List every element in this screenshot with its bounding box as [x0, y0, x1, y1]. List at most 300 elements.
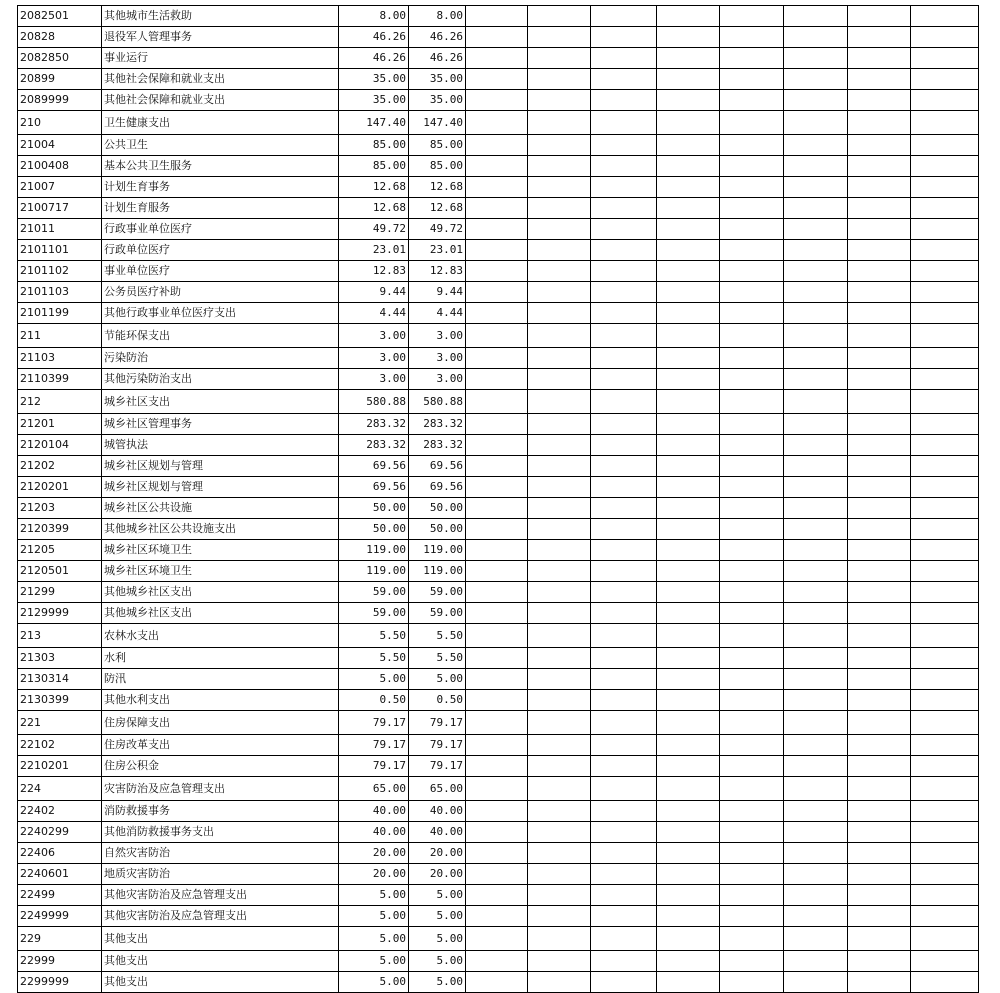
amount-basic-cell: 3.00	[409, 348, 466, 369]
amount-basic-cell: 40.00	[409, 801, 466, 822]
empty-cell	[911, 756, 979, 777]
amount-basic-cell: 0.50	[409, 690, 466, 711]
empty-cell	[466, 927, 528, 951]
name-cell: 住房保障支出	[102, 711, 339, 735]
amount-total-cell: 12.68	[339, 177, 409, 198]
empty-cell	[528, 261, 591, 282]
empty-cell	[784, 48, 848, 69]
empty-cell	[528, 519, 591, 540]
empty-cell	[466, 369, 528, 390]
empty-cell	[720, 369, 784, 390]
empty-cell	[657, 540, 720, 561]
code-cell: 224	[18, 777, 102, 801]
empty-cell	[466, 864, 528, 885]
empty-cell	[466, 303, 528, 324]
table-row	[18, 885, 979, 906]
empty-cell	[848, 156, 911, 177]
empty-cell	[657, 498, 720, 519]
empty-cell	[591, 843, 657, 864]
empty-cell	[784, 951, 848, 972]
amount-basic-cell: 580.88	[409, 390, 466, 414]
empty-cell	[466, 477, 528, 498]
empty-cell	[528, 369, 591, 390]
table-row	[18, 324, 979, 348]
empty-cell	[848, 756, 911, 777]
empty-cell	[911, 27, 979, 48]
code-cell: 2249999	[18, 906, 102, 927]
empty-cell	[591, 435, 657, 456]
empty-cell	[911, 135, 979, 156]
empty-cell	[720, 864, 784, 885]
code-cell: 2100408	[18, 156, 102, 177]
empty-cell	[911, 6, 979, 27]
empty-cell	[528, 885, 591, 906]
code-cell: 2120201	[18, 477, 102, 498]
amount-total-cell: 5.00	[339, 906, 409, 927]
empty-cell	[528, 582, 591, 603]
empty-cell	[591, 951, 657, 972]
empty-cell	[784, 456, 848, 477]
amount-total-cell: 3.00	[339, 369, 409, 390]
table-row	[18, 156, 979, 177]
empty-cell	[720, 390, 784, 414]
empty-cell	[657, 561, 720, 582]
code-cell: 22406	[18, 843, 102, 864]
amount-basic-cell: 283.32	[409, 414, 466, 435]
empty-cell	[720, 927, 784, 951]
empty-cell	[528, 561, 591, 582]
empty-cell	[720, 624, 784, 648]
empty-cell	[657, 801, 720, 822]
empty-cell	[848, 435, 911, 456]
empty-cell	[466, 735, 528, 756]
name-cell: 城乡社区公共设施	[102, 498, 339, 519]
empty-cell	[848, 177, 911, 198]
table-row	[18, 27, 979, 48]
amount-total-cell: 283.32	[339, 435, 409, 456]
amount-basic-cell: 46.26	[409, 27, 466, 48]
empty-cell	[848, 669, 911, 690]
empty-cell	[466, 690, 528, 711]
empty-cell	[848, 6, 911, 27]
empty-cell	[784, 498, 848, 519]
empty-cell	[528, 324, 591, 348]
empty-cell	[720, 756, 784, 777]
empty-cell	[591, 624, 657, 648]
table-row	[18, 90, 979, 111]
amount-total-cell: 35.00	[339, 69, 409, 90]
name-cell: 城乡社区环境卫生	[102, 540, 339, 561]
empty-cell	[848, 777, 911, 801]
empty-cell	[848, 690, 911, 711]
amount-total-cell: 580.88	[339, 390, 409, 414]
empty-cell	[784, 390, 848, 414]
empty-cell	[784, 711, 848, 735]
empty-cell	[591, 135, 657, 156]
empty-cell	[528, 669, 591, 690]
name-cell: 基本公共卫生服务	[102, 156, 339, 177]
empty-cell	[784, 822, 848, 843]
empty-cell	[911, 303, 979, 324]
empty-cell	[784, 219, 848, 240]
empty-cell	[911, 261, 979, 282]
amount-total-cell: 40.00	[339, 822, 409, 843]
empty-cell	[911, 561, 979, 582]
empty-cell	[528, 219, 591, 240]
table-row	[18, 561, 979, 582]
empty-cell	[591, 477, 657, 498]
empty-cell	[911, 369, 979, 390]
empty-cell	[466, 822, 528, 843]
empty-cell	[848, 111, 911, 135]
empty-cell	[784, 864, 848, 885]
table-row	[18, 135, 979, 156]
empty-cell	[911, 435, 979, 456]
empty-cell	[466, 561, 528, 582]
name-cell: 其他支出	[102, 927, 339, 951]
amount-total-cell: 119.00	[339, 561, 409, 582]
amount-total-cell: 50.00	[339, 498, 409, 519]
empty-cell	[784, 90, 848, 111]
empty-cell	[466, 711, 528, 735]
empty-cell	[911, 669, 979, 690]
empty-cell	[784, 414, 848, 435]
table-row	[18, 864, 979, 885]
empty-cell	[657, 324, 720, 348]
empty-cell	[784, 303, 848, 324]
empty-cell	[848, 324, 911, 348]
empty-cell	[911, 801, 979, 822]
empty-cell	[911, 822, 979, 843]
empty-cell	[591, 822, 657, 843]
empty-cell	[657, 477, 720, 498]
empty-cell	[657, 435, 720, 456]
amount-basic-cell: 12.68	[409, 177, 466, 198]
empty-cell	[591, 864, 657, 885]
empty-cell	[848, 27, 911, 48]
code-cell: 221	[18, 711, 102, 735]
empty-cell	[848, 390, 911, 414]
empty-cell	[466, 885, 528, 906]
amount-basic-cell: 79.17	[409, 756, 466, 777]
empty-cell	[528, 156, 591, 177]
empty-cell	[657, 756, 720, 777]
empty-cell	[720, 972, 784, 993]
code-cell: 210	[18, 111, 102, 135]
empty-cell	[720, 6, 784, 27]
empty-cell	[591, 777, 657, 801]
empty-cell	[720, 582, 784, 603]
empty-cell	[720, 951, 784, 972]
table-row	[18, 519, 979, 540]
empty-cell	[848, 822, 911, 843]
empty-cell	[911, 777, 979, 801]
empty-cell	[657, 348, 720, 369]
table-row	[18, 648, 979, 669]
table-row	[18, 282, 979, 303]
empty-cell	[720, 561, 784, 582]
amount-total-cell: 12.83	[339, 261, 409, 282]
amount-total-cell: 79.17	[339, 756, 409, 777]
amount-basic-cell: 23.01	[409, 240, 466, 261]
amount-total-cell: 85.00	[339, 156, 409, 177]
empty-cell	[591, 303, 657, 324]
code-cell: 2082501	[18, 6, 102, 27]
name-cell: 城乡社区环境卫生	[102, 561, 339, 582]
code-cell: 2120399	[18, 519, 102, 540]
code-cell: 2130314	[18, 669, 102, 690]
empty-cell	[591, 69, 657, 90]
empty-cell	[528, 777, 591, 801]
code-cell: 21202	[18, 456, 102, 477]
name-cell: 事业运行	[102, 48, 339, 69]
empty-cell	[466, 801, 528, 822]
amount-total-cell: 59.00	[339, 603, 409, 624]
empty-cell	[528, 864, 591, 885]
empty-cell	[784, 435, 848, 456]
empty-cell	[591, 27, 657, 48]
amount-total-cell: 5.00	[339, 885, 409, 906]
empty-cell	[784, 801, 848, 822]
empty-cell	[784, 69, 848, 90]
empty-cell	[657, 69, 720, 90]
amount-basic-cell: 5.00	[409, 885, 466, 906]
name-cell: 事业单位医疗	[102, 261, 339, 282]
empty-cell	[657, 282, 720, 303]
amount-basic-cell: 8.00	[409, 6, 466, 27]
empty-cell	[528, 282, 591, 303]
code-cell: 2082850	[18, 48, 102, 69]
table-row	[18, 690, 979, 711]
amount-total-cell: 59.00	[339, 582, 409, 603]
name-cell: 地质灾害防治	[102, 864, 339, 885]
empty-cell	[528, 303, 591, 324]
empty-cell	[466, 756, 528, 777]
empty-cell	[848, 48, 911, 69]
empty-cell	[911, 390, 979, 414]
code-cell: 22499	[18, 885, 102, 906]
empty-cell	[720, 324, 784, 348]
name-cell: 行政单位医疗	[102, 240, 339, 261]
empty-cell	[591, 177, 657, 198]
code-cell: 2101103	[18, 282, 102, 303]
empty-cell	[848, 135, 911, 156]
empty-cell	[911, 48, 979, 69]
empty-cell	[591, 519, 657, 540]
empty-cell	[784, 756, 848, 777]
amount-basic-cell: 20.00	[409, 864, 466, 885]
empty-cell	[720, 603, 784, 624]
empty-cell	[720, 198, 784, 219]
code-cell: 2129999	[18, 603, 102, 624]
empty-cell	[720, 48, 784, 69]
empty-cell	[466, 972, 528, 993]
empty-cell	[720, 90, 784, 111]
amount-total-cell: 4.44	[339, 303, 409, 324]
empty-cell	[784, 927, 848, 951]
empty-cell	[784, 324, 848, 348]
empty-cell	[528, 624, 591, 648]
empty-cell	[784, 369, 848, 390]
empty-cell	[848, 711, 911, 735]
empty-cell	[466, 843, 528, 864]
amount-total-cell: 40.00	[339, 801, 409, 822]
empty-cell	[591, 456, 657, 477]
empty-cell	[720, 27, 784, 48]
empty-cell	[528, 540, 591, 561]
name-cell: 其他水利支出	[102, 690, 339, 711]
empty-cell	[466, 906, 528, 927]
empty-cell	[528, 690, 591, 711]
name-cell: 节能环保支出	[102, 324, 339, 348]
empty-cell	[911, 240, 979, 261]
empty-cell	[848, 90, 911, 111]
amount-basic-cell: 5.00	[409, 669, 466, 690]
table-row	[18, 843, 979, 864]
empty-cell	[591, 582, 657, 603]
code-cell: 2089999	[18, 90, 102, 111]
amount-total-cell: 35.00	[339, 90, 409, 111]
empty-cell	[657, 6, 720, 27]
empty-cell	[528, 972, 591, 993]
empty-cell	[466, 519, 528, 540]
amount-basic-cell: 5.00	[409, 906, 466, 927]
empty-cell	[528, 456, 591, 477]
empty-cell	[657, 906, 720, 927]
empty-cell	[848, 219, 911, 240]
empty-cell	[591, 603, 657, 624]
empty-cell	[784, 648, 848, 669]
empty-cell	[591, 324, 657, 348]
name-cell: 其他社会保障和就业支出	[102, 69, 339, 90]
table-row	[18, 198, 979, 219]
empty-cell	[848, 951, 911, 972]
empty-cell	[657, 690, 720, 711]
name-cell: 其他支出	[102, 972, 339, 993]
empty-cell	[720, 822, 784, 843]
empty-cell	[466, 456, 528, 477]
empty-cell	[784, 198, 848, 219]
amount-basic-cell: 79.17	[409, 735, 466, 756]
amount-basic-cell: 85.00	[409, 135, 466, 156]
empty-cell	[591, 282, 657, 303]
empty-cell	[466, 435, 528, 456]
table-row	[18, 735, 979, 756]
amount-basic-cell: 5.50	[409, 624, 466, 648]
amount-total-cell: 12.68	[339, 198, 409, 219]
table-row	[18, 603, 979, 624]
empty-cell	[911, 69, 979, 90]
amount-basic-cell: 35.00	[409, 69, 466, 90]
empty-cell	[720, 303, 784, 324]
name-cell: 防汛	[102, 669, 339, 690]
empty-cell	[528, 240, 591, 261]
empty-cell	[911, 198, 979, 219]
empty-cell	[848, 540, 911, 561]
empty-cell	[784, 669, 848, 690]
empty-cell	[784, 777, 848, 801]
empty-cell	[657, 198, 720, 219]
empty-cell	[720, 519, 784, 540]
empty-cell	[591, 498, 657, 519]
empty-cell	[911, 885, 979, 906]
empty-cell	[591, 801, 657, 822]
empty-cell	[528, 177, 591, 198]
empty-cell	[528, 348, 591, 369]
empty-cell	[784, 27, 848, 48]
empty-cell	[911, 540, 979, 561]
empty-cell	[466, 48, 528, 69]
amount-total-cell: 79.17	[339, 711, 409, 735]
empty-cell	[466, 498, 528, 519]
empty-cell	[591, 669, 657, 690]
empty-cell	[528, 111, 591, 135]
empty-cell	[528, 735, 591, 756]
name-cell: 其他社会保障和就业支出	[102, 90, 339, 111]
empty-cell	[657, 261, 720, 282]
empty-cell	[466, 951, 528, 972]
empty-cell	[591, 690, 657, 711]
empty-cell	[591, 735, 657, 756]
name-cell: 其他消防救援事务支出	[102, 822, 339, 843]
empty-cell	[720, 111, 784, 135]
amount-basic-cell: 119.00	[409, 540, 466, 561]
name-cell: 农林水支出	[102, 624, 339, 648]
code-cell: 2110399	[18, 369, 102, 390]
table-row	[18, 219, 979, 240]
empty-cell	[657, 414, 720, 435]
code-cell: 2100717	[18, 198, 102, 219]
name-cell: 城乡社区支出	[102, 390, 339, 414]
empty-cell	[848, 906, 911, 927]
name-cell: 住房公积金	[102, 756, 339, 777]
table-row	[18, 303, 979, 324]
amount-basic-cell: 283.32	[409, 435, 466, 456]
empty-cell	[528, 435, 591, 456]
empty-cell	[720, 219, 784, 240]
code-cell: 2299999	[18, 972, 102, 993]
empty-cell	[657, 135, 720, 156]
empty-cell	[466, 240, 528, 261]
empty-cell	[784, 540, 848, 561]
name-cell: 计划生育服务	[102, 198, 339, 219]
amount-total-cell: 119.00	[339, 540, 409, 561]
empty-cell	[784, 177, 848, 198]
name-cell: 其他行政事业单位医疗支出	[102, 303, 339, 324]
name-cell: 其他支出	[102, 951, 339, 972]
empty-cell	[720, 540, 784, 561]
empty-cell	[657, 603, 720, 624]
table-row	[18, 777, 979, 801]
empty-cell	[848, 348, 911, 369]
empty-cell	[848, 198, 911, 219]
empty-cell	[657, 927, 720, 951]
empty-cell	[591, 240, 657, 261]
empty-cell	[911, 111, 979, 135]
table-row	[18, 756, 979, 777]
empty-cell	[591, 390, 657, 414]
empty-cell	[911, 348, 979, 369]
empty-cell	[720, 777, 784, 801]
name-cell: 其他城乡社区支出	[102, 603, 339, 624]
empty-cell	[784, 843, 848, 864]
empty-cell	[848, 519, 911, 540]
empty-cell	[784, 582, 848, 603]
amount-total-cell: 147.40	[339, 111, 409, 135]
amount-basic-cell: 12.83	[409, 261, 466, 282]
amount-total-cell: 49.72	[339, 219, 409, 240]
code-cell: 22999	[18, 951, 102, 972]
